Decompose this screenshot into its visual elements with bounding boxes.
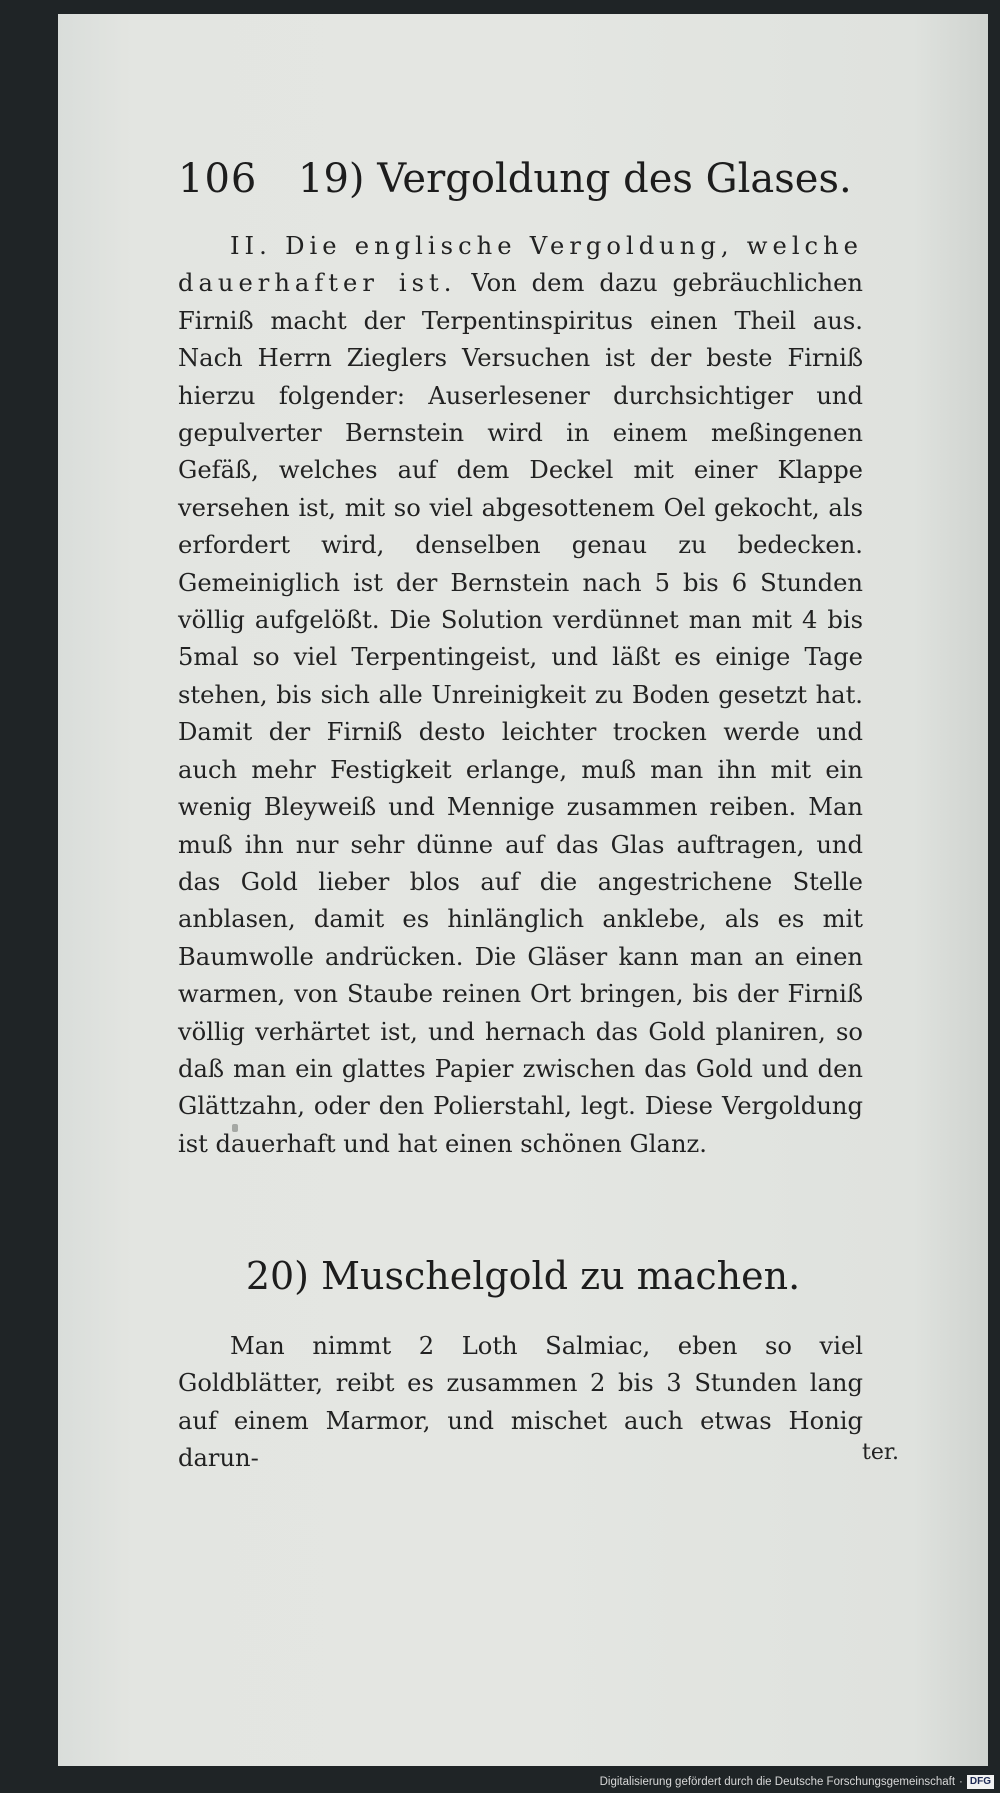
section-20-paragraph: Man nimmt 2 Loth Salmiac, eben so viel Goldblätter, reibt es zusammen 2 bis 3 Stunden lang auf einem Marmor, und mischet auch etwas Honig darun- xyxy=(178,1332,863,1473)
catchword: ter. xyxy=(862,1440,899,1465)
digitization-footer xyxy=(600,1773,994,1791)
footer-credit: Digitalisierung gefördert durch die Deutsche Forschungsgemeinschaft xyxy=(599,1776,956,1788)
running-title: 19) Vergoldung des Glases. xyxy=(298,156,852,202)
section-19-lead: II. Die englische Vergoldung, welche dauerhafter ist. xyxy=(178,232,863,298)
section-19-paragraph xyxy=(178,228,863,1163)
page-number: 106 xyxy=(178,156,258,202)
running-header xyxy=(178,152,960,212)
dfg-logo: DFG xyxy=(967,1775,994,1789)
footer-separator: · xyxy=(959,1776,963,1788)
section-19-text: Von dem dazu gebräuchlichen Firniß macht der Terpentinspiritus einen Theil aus. Nach Herrn Zieglers Versuchen ist der beste Firniß hierzu folgender: Auserlesener durchsichtiger und gepulverter Bernstein wird in einem meßingenen Gefäß, welches auf dem Deckel mit einer Klappe versehen ist, mit so viel abgesottenem Oel gekocht, als erfordert wird, denselben genau zu bedecken. Gemeiniglich ist der Bernstein nach 5 bis 6 Stunden völlig aufgelößt. Die Solution verdünnet man mit 4 bis 5mal so viel Terpentingeist, und läßt es einige Tage stehen, bis sich alle Unreinigkeit zu Boden gesetzt hat. Damit der Firniß desto leichter trocken werde und auch mehr Festigkeit erlange, muß man ihn mit ein wenig Bleyweiß und Mennige zusammen reiben. Man muß ihn nur sehr dünne auf das Glas auftragen, und das Gold lieber blos auf die angestrichene Stelle anblasen, damit es hinlänglich anklebe, als es mit Baumwolle andrücken. Die Gläser kann man an einen warmen, von Staube reinen Ort bringen, bis der Firniß völlig verhärtet ist, und hernach das Gold planiren, so daß man ein glattes Papier zwischen das Gold und den Glättzahn, oder den Polierstahl, legt. Diese Vergoldung ist dauerhaft und hat einen schönen Glanz. xyxy=(178,269,863,1158)
section-20-title: 20) Muschelgold zu machen. xyxy=(245,1254,801,1298)
